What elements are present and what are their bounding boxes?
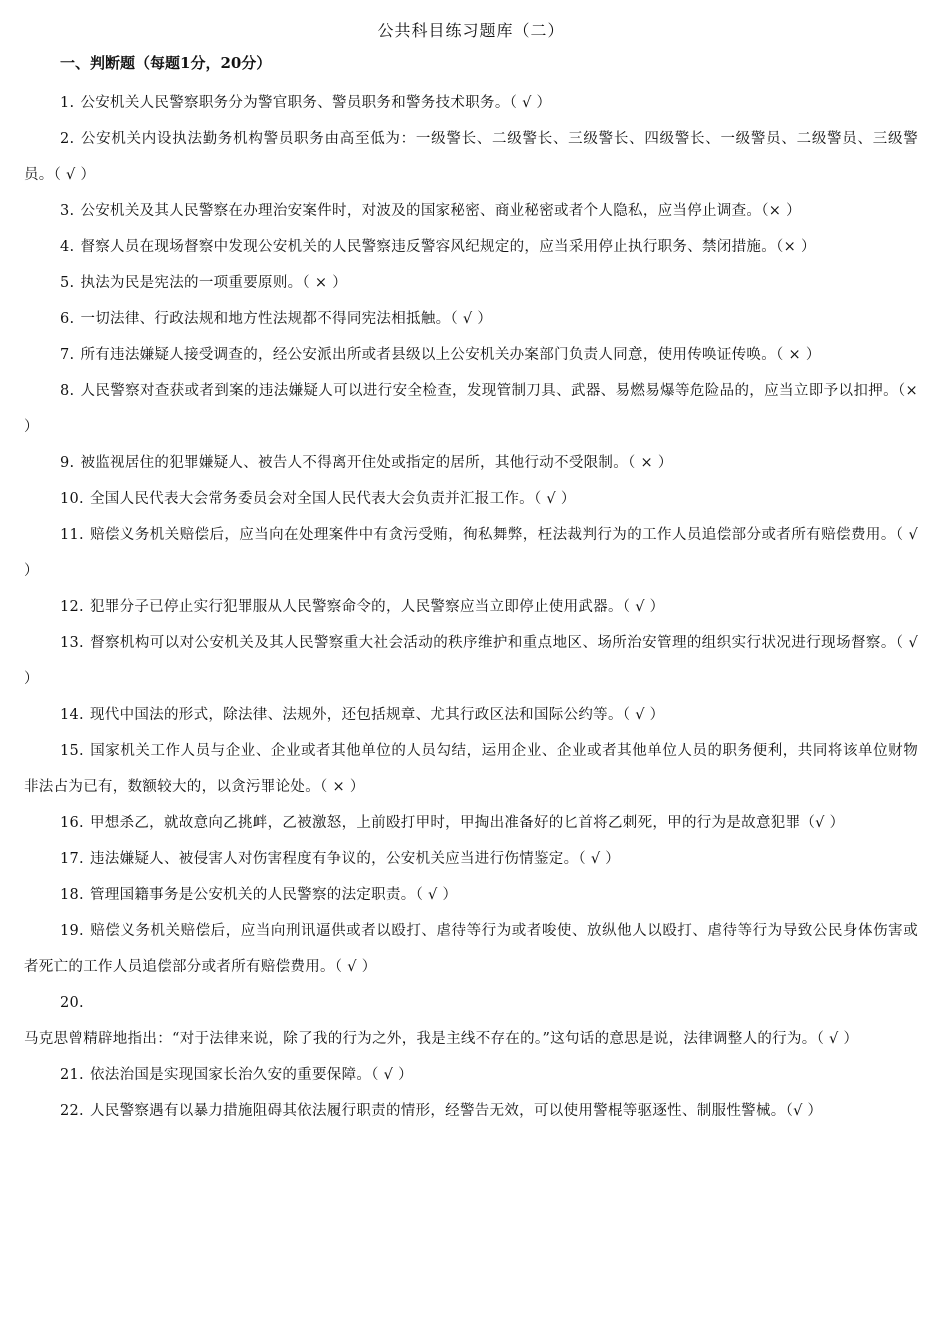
- question-number: 11.: [60, 527, 84, 543]
- question-item: [24, 805, 918, 841]
- question-text: 公安机关内设执法勤务机构警员职务由高至低为：一级警长、二级警长、三级警长、四级警长、一级警员、二级警员、三级警员。（ √ ）: [24, 131, 918, 183]
- question-item: [24, 85, 918, 121]
- question-number: 2.: [60, 131, 75, 147]
- question-item: [24, 481, 918, 517]
- question-text: 全国人民代表大会常务委员会对全国人民代表大会负责并汇报工作。（ √ ）: [89, 491, 576, 507]
- question-number: 6.: [60, 311, 75, 327]
- question-item: [24, 697, 918, 733]
- question-number: 1.: [60, 95, 75, 111]
- question-item: [24, 733, 918, 805]
- question-number: 10.: [60, 491, 84, 507]
- question-item: [24, 373, 918, 445]
- question-number: 16.: [60, 815, 84, 831]
- question-text: 一切法律、行政法规和地方性法规都不得同宪法相抵触。（ √ ）: [80, 311, 493, 327]
- question-text: 甲想杀乙，就故意向乙挑衅，乙被激怒，上前殴打甲时，甲掏出准备好的匕首将乙刺死，甲的行为是故意犯罪（√ ）: [89, 815, 845, 831]
- question-item: [24, 301, 918, 337]
- question-item: [24, 985, 918, 1057]
- question-number: 18.: [60, 887, 84, 903]
- question-item: [24, 1093, 918, 1129]
- question-text: 督察人员在现场督察中发现公安机关的人民警察违反警容风纪规定的，应当采用停止执行职务、禁闭措施。（× ）: [80, 239, 816, 255]
- question-item: [24, 121, 918, 193]
- question-item: [24, 877, 918, 913]
- question-number: 15.: [60, 743, 84, 759]
- document-title: 公共科目练习题库（二）: [377, 21, 565, 40]
- question-number: 7.: [60, 347, 75, 363]
- question-item: [24, 193, 918, 229]
- question-item: [24, 841, 918, 877]
- question-item: [24, 229, 918, 265]
- question-item: [24, 517, 918, 589]
- question-text: 督察机构可以对公安机关及其人民警察重大社会活动的秩序维护和重点地区、场所治安管理的组织实行状况进行现场督察。（ √ ）: [24, 635, 918, 687]
- question-number: 8.: [60, 383, 75, 399]
- question-number: 4.: [60, 239, 75, 255]
- question-number: 21.: [60, 1067, 84, 1083]
- question-text: 人民警察对查获或者到案的违法嫌疑人可以进行安全检查，发现管制刀具、武器、易燃易爆等危险品的，应当立即予以扣押。（× ）: [24, 383, 918, 435]
- question-item: [24, 1057, 918, 1093]
- question-number: 13.: [60, 635, 84, 651]
- question-text: 管理国籍事务是公安机关的人民警察的法定职责。（ √ ）: [89, 887, 458, 903]
- question-item: [24, 265, 918, 301]
- question-number: 3.: [60, 203, 75, 219]
- question-number: 17.: [60, 851, 84, 867]
- question-text: 违法嫌疑人、被侵害人对伤害程度有争议的，公安机关应当进行伤情鉴定。（ √ ）: [89, 851, 621, 867]
- question-number: 14.: [60, 707, 84, 723]
- question-text: 现代中国法的形式，除法律、法规外，还包括规章、尤其行政区法和国际公约等。（ √ ）: [89, 707, 665, 723]
- question-item: [24, 913, 918, 985]
- question-text: 马克思曾精辟地指出：“对于法律来说，除了我的行为之外，我是主线不存在的。”这句话的意思是说，法律调整人的行为。（ √ ）: [24, 1031, 859, 1047]
- question-item: [24, 445, 918, 481]
- question-text: 赔偿义务机关赔偿后，应当向在处理案件中有贪污受贿，徇私舞弊，枉法裁判行为的工作人员追偿部分或者所有赔偿费用。（ √ ）: [24, 527, 918, 579]
- question-number: 9.: [60, 455, 75, 471]
- question-number: 5.: [60, 275, 75, 291]
- question-number: 20.: [60, 995, 84, 1011]
- question-number: 19.: [60, 923, 84, 939]
- question-text: 执法为民是宪法的一项重要原则。（ × ）: [80, 275, 348, 291]
- question-item: [24, 589, 918, 625]
- question-number: 22.: [60, 1103, 84, 1119]
- question-item: [24, 625, 918, 697]
- question-number: 12.: [60, 599, 84, 615]
- question-text: 赔偿义务机关赔偿后，应当向刑讯逼供或者以殴打、虐待等行为或者唆使、放纵他人以殴打、虐待等行为导致公民身体伤害或者死亡的工作人员追偿部分或者所有赔偿费用。（ √ ）: [24, 923, 918, 975]
- question-text: 犯罪分子已停止实行犯罪服从人民警察命令的，人民警察应当立即停止使用武器。（ √ ）: [89, 599, 665, 615]
- question-item: [24, 337, 918, 373]
- question-text: 依法治国是实现国家长治久安的重要保障。（ √ ）: [89, 1067, 413, 1083]
- section-title: 一、判断题（每题1分，20分）: [60, 54, 272, 72]
- question-text: 被监视居住的犯罪嫌疑人、被告人不得离开住处或指定的居所，其他行动不受限制。（ × ）: [80, 455, 673, 471]
- question-text: 所有违法嫌疑人接受调查的，经公安派出所或者县级以上公安机关办案部门负责人同意，使用传唤证传唤。（ × ）: [80, 347, 821, 363]
- question-list: [24, 85, 918, 1129]
- question-text: 国家机关工作人员与企业、企业或者其他单位的人员勾结，运用企业、企业或者其他单位人员的职务便利，共同将该单位财物非法占为已有，数额较大的，以贪污罪论处。（ × ）: [24, 743, 918, 795]
- question-text: 公安机关及其人民警察在办理治安案件时，对波及的国家秘密、商业秘密或者个人隐私，应当停止调查。（× ）: [80, 203, 801, 219]
- question-text: 人民警察遇有以暴力措施阻碍其依法履行职责的情形，经警告无效，可以使用警棍等驱逐性、制服性警械。（√ ）: [89, 1103, 823, 1119]
- question-text: 公安机关人民警察职务分为警官职务、警员职务和警务技术职务。（ √ ）: [80, 95, 552, 111]
